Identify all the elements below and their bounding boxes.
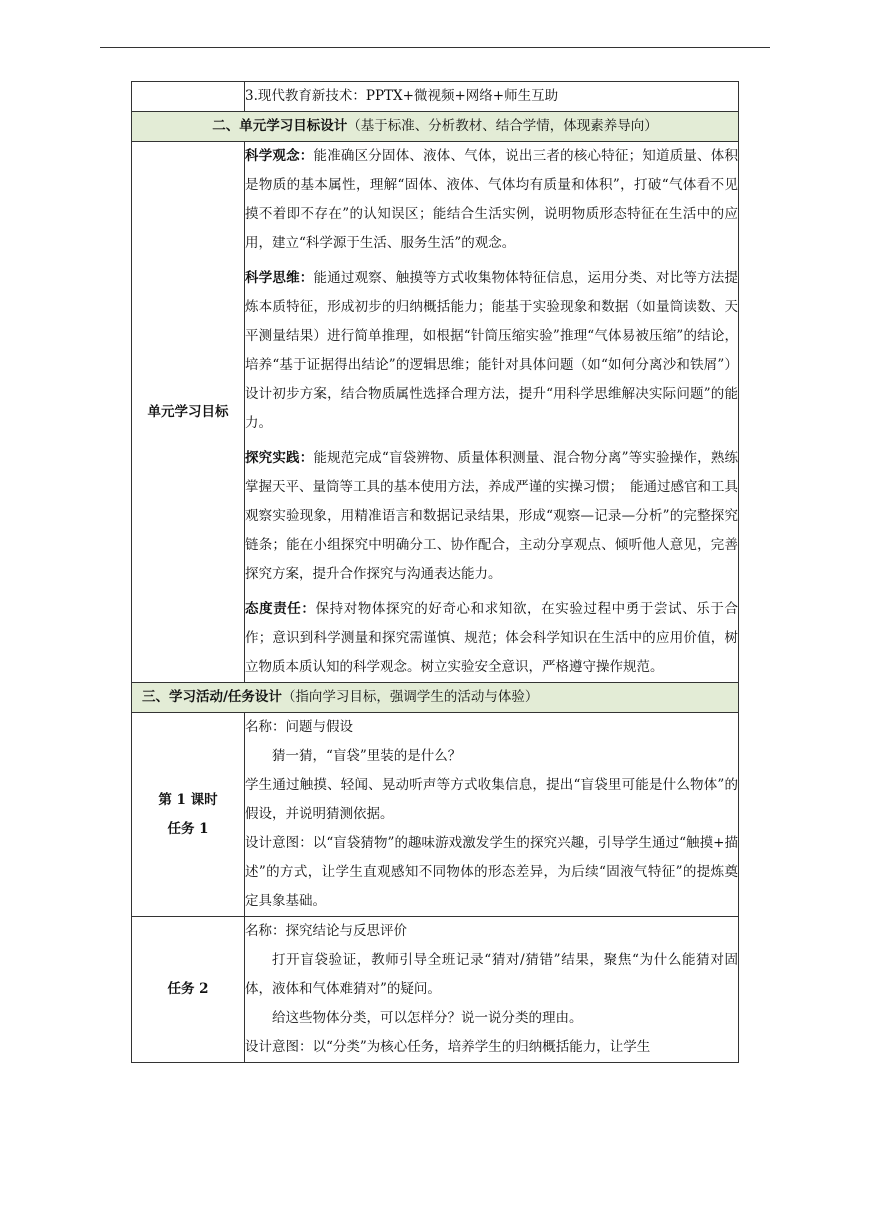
table-row [132, 82, 739, 112]
goals-label: 单元学习目标 [132, 142, 245, 683]
task1-name: 名称：问题与假设 [245, 719, 353, 735]
section-header-row [132, 683, 739, 713]
goal-attitude [245, 595, 738, 682]
task1-cell [245, 713, 739, 917]
goal-concept [245, 142, 738, 258]
goal-practice [245, 444, 738, 589]
page-header-rule [100, 47, 770, 48]
goal-practice-keyword: 探究实践： [245, 450, 314, 466]
section3-note: （指向学习目标，强调学生的活动与体验） [281, 689, 539, 705]
section2-note: （基于标准、分析教材、结合学情，体现素养导向） [347, 118, 658, 134]
task1-question: 猜一猜，“盲袋”里装的是什么？ [272, 748, 462, 764]
section3-title: 三、学习活动/任务设计 [142, 689, 282, 705]
section3-header [132, 683, 739, 713]
task2-intent: 设计意图：以“分类”为核心任务，培养学生的归纳概括能力，让学生 [245, 1039, 651, 1055]
section-header-row [132, 112, 739, 142]
goal-thinking-text: 能通过观察、触摸等方式收集物体特征信息，运用分类、对比等方法提炼本质特征，形成初步的归纳概括能力；能基于实验现象和数据（如量筒读数、天平测量结果）进行简单推理，如根据“针筒压缩实验”推理“气体易被压缩”的结论，培养“基于证据得出结论”的逻辑思维；能针对具体问题（如“如何分离沙和铁屑”）设计初步方案，结合物质属性选择合理方法，提升“用科学思维解决实际问题”的能力。 [245, 270, 738, 431]
task2-label: 任务 2 [132, 917, 245, 1063]
goals-cell [245, 142, 739, 683]
goal-thinking-keyword: 科学思维： [245, 270, 314, 286]
task2-name: 名称：探究结论与反思评价 [245, 923, 407, 939]
table-row [132, 713, 739, 917]
task1-intent: 设计意图：以“盲袋猜物”的趣味游戏激发学生的探究兴趣，引导学生通过“触摸+描述”的方式，让学生直观感知不同物体的形态差异，为后续“固液气特征”的提炼奠定具象基础。 [245, 835, 738, 909]
table-row [132, 142, 739, 683]
tech-text: 3.现代教育新技术：PPTX+微视频+网络+师生互助 [245, 88, 559, 104]
goal-concept-text: 能准确区分固体、液体、气体，说出三者的核心特征；知道质量、体积是物质的基本属性，理解“固体、液体、气体均有质量和体积”，打破“气体看不见摸不着即不存在”的认知误区；能结合生活实例，说明物质形态特征在生活中的应用，建立“科学源于生活、服务生活”的观念。 [245, 148, 738, 251]
task1-label-line2: 任务 1 [167, 820, 209, 837]
empty-label-cell [132, 82, 245, 112]
task2-paragraph-1: 打开盲袋验证，教师引导全班记录“猜对/猜错”结果，聚焦“为什么能猜对固体，液体和气体难猜对”的疑问。 [245, 952, 738, 997]
section2-title: 二、单元学习目标设计 [212, 118, 348, 134]
section2-header [132, 112, 739, 142]
goal-attitude-text: 保持对物体探究的好奇心和求知欲，在实验过程中勇于尝试、乐于合作；意识到科学测量和探究需谨慎、规范；体会科学知识在生活中的应用价值，树立物质本质认知的科学观念。树立实验安全意识，严格遵守操作规范。 [245, 601, 739, 675]
tech-cell [245, 82, 739, 112]
goal-thinking [245, 264, 738, 438]
task1-label-line1: 第 1 课时 [158, 791, 218, 808]
table-row [132, 917, 739, 1063]
goal-concept-keyword: 科学观念： [245, 148, 314, 164]
goal-practice-text: 能规范完成“盲袋辨物、质量体积测量、混合物分离”等实验操作，熟练掌握天平、量筒等工具的基本使用方法，养成严谨的实操习惯； 能通过感官和工具观察实验现象，用精准语言和数据记录结果，形成“观察—记录—分析”的完整探究链条；能在小组探究中明确分工、协作配合，主动分享观点、倾听他人意见，完善探究方案，提升合作探究与沟通表达能力。 [245, 450, 738, 582]
task1-activity: 学生通过触摸、轻闻、晃动听声等方式收集信息，提出“盲袋里可能是什么物体”的假设，并说明猜测依据。 [245, 777, 738, 822]
lesson-plan-table [131, 81, 739, 1063]
task2-paragraph-2: 给这些物体分类，可以怎样分？说一说分类的理由。 [272, 1010, 583, 1026]
task1-label [132, 713, 245, 917]
task2-cell [245, 917, 739, 1063]
goal-attitude-keyword: 态度责任： [245, 601, 316, 617]
